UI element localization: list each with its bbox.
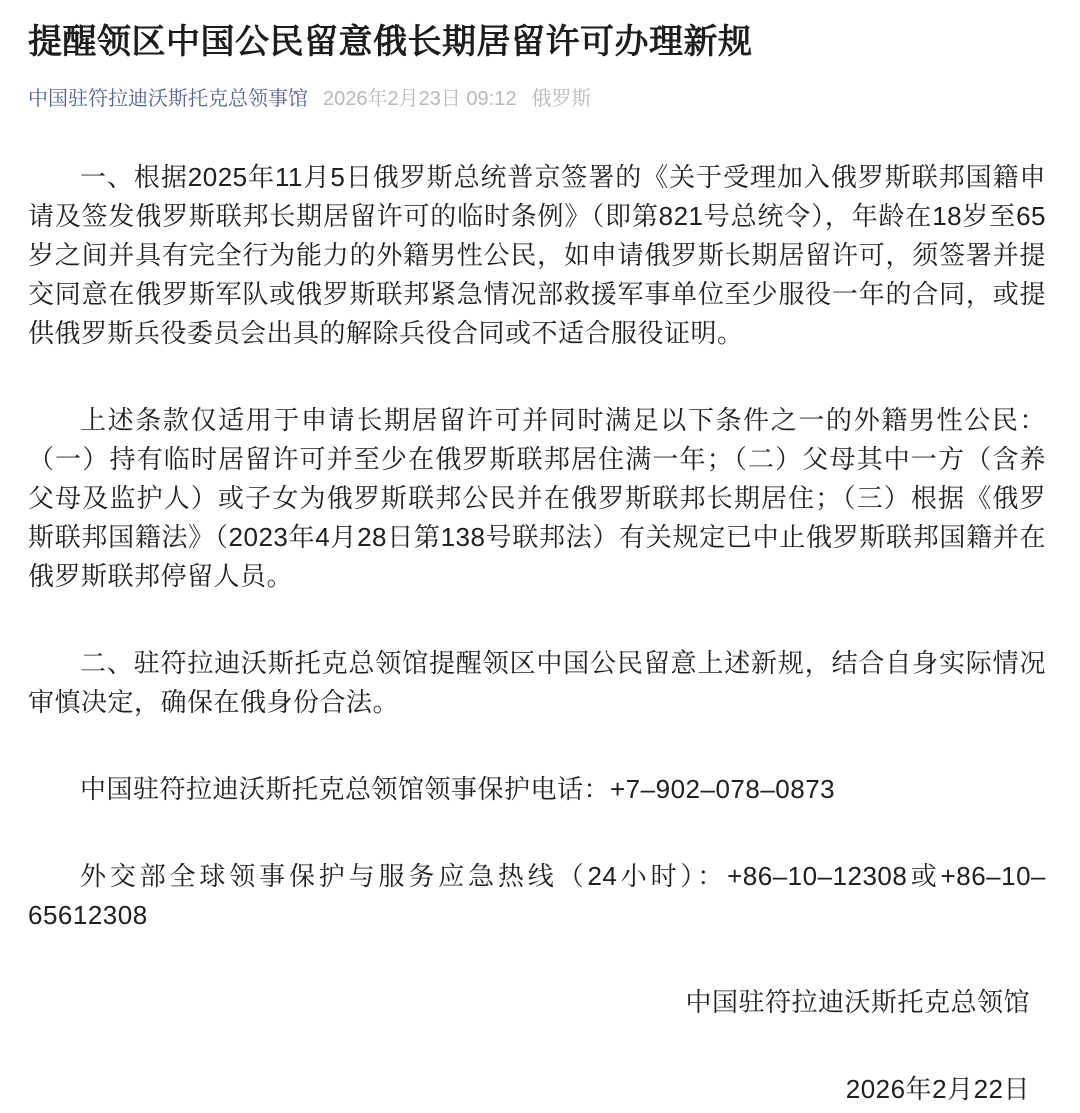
article-body	[28, 158, 1046, 1109]
paragraph-applicable-conditions: 上述条款仅适用于申请长期居留许可并同时满足以下条件之一的外籍男性公民：（一）持有临时居留许可并至少在俄罗斯联邦居住满一年；（二）父母其中一方（含养父母及监护人）或子女为俄罗斯联邦公民并在俄罗斯联邦长期居住；（三）根据《俄罗斯联邦国籍法》（2023年4月28日第138号联邦法）有关规定已中止俄罗斯联邦国籍并在俄罗斯联邦停留人员。	[28, 405, 1046, 591]
signature: 中国驻符拉迪沃斯托克总领馆	[685, 987, 1030, 1017]
paragraph-regulation-intro: 一、根据2025年11月5日俄罗斯总统普京签署的《关于受理加入俄罗斯联邦国籍申请及签发俄罗斯联邦长期居留许可的临时条例》（即第821号总统令），年龄在18岁至65岁之间并具有完全行为能力的外籍男性公民，如申请俄罗斯长期居留许可，须签署并提交同意在俄罗斯军队或俄罗斯联邦紧急情况部救援军事单位至少服役一年的合同，或提供俄罗斯兵役委员会出具的解除兵役合同或不适合服役证明。	[28, 162, 1046, 348]
signature-date: 2026年2月22日	[845, 1074, 1030, 1104]
paragraph-mfa-hotline: 外交部全球领事保护与服务应急热线（24小时）：+86–10–12308或+86–10–65612308	[28, 861, 1046, 930]
author-link[interactable]: 中国驻符拉迪沃斯托克总领事馆	[28, 88, 308, 110]
page-title: 提醒领区中国公民留意俄长期居留许可办理新规	[28, 23, 753, 61]
paragraph-consulate-hotline: 中国驻符拉迪沃斯托克总领馆领事保护电话：+7–902–078–0873	[80, 774, 836, 804]
byline	[28, 88, 1046, 111]
publish-location: 俄罗斯	[531, 88, 592, 110]
publish-datetime: 2026年2月23日 09:12	[323, 88, 517, 110]
paragraph-consulate-reminder: 二、驻符拉迪沃斯托克总领馆提醒领区中国公民留意上述新规，结合自身实际情况审慎决定，确保在俄身份合法。	[28, 648, 1046, 717]
